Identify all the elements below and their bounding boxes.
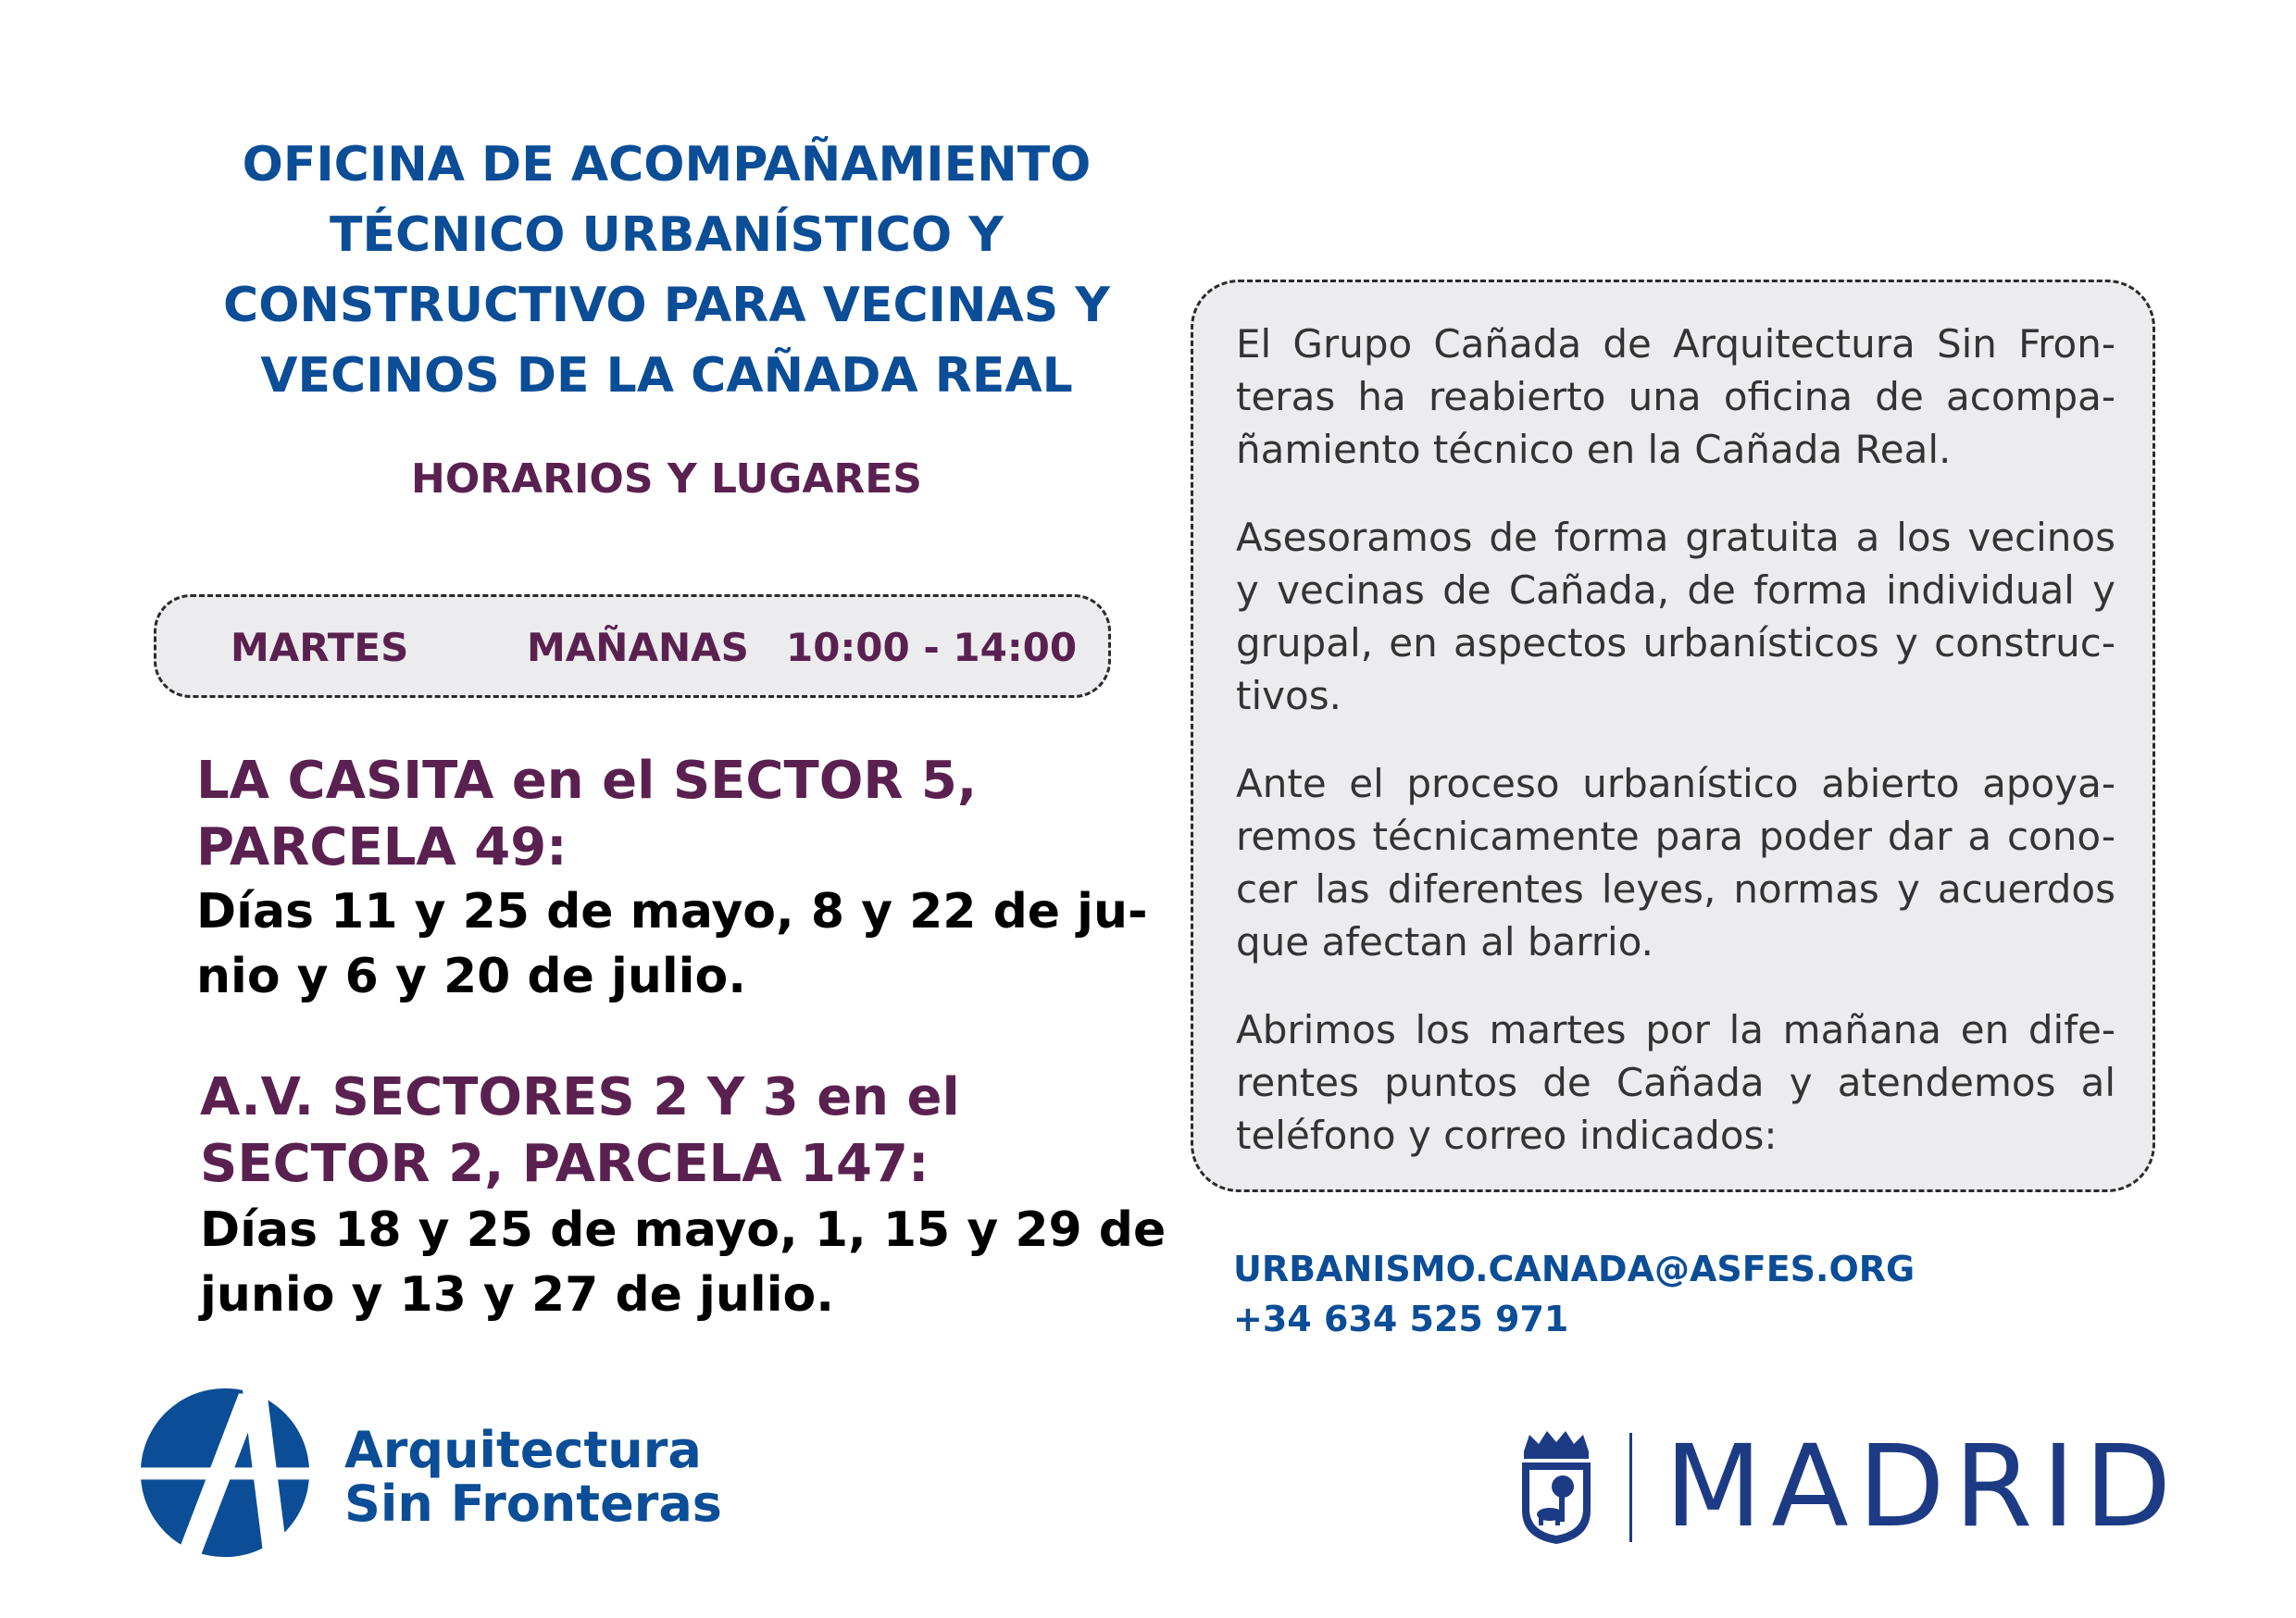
asf-logo-line: Arquitectura: [344, 1421, 702, 1479]
location-title-line: A.V. SECTORES 2 Y 3 en el: [200, 1067, 960, 1127]
location-dates-line: Días 11 y 25 de mayo, 8 y 22 de ju-: [196, 884, 1148, 940]
contact-block: [1233, 1244, 1915, 1344]
location-dates-line: Días 18 y 25 de mayo, 1, 15 y 29 de: [200, 1202, 1167, 1258]
contact-phone-link[interactable]: +34 634 525 971: [1233, 1299, 1569, 1339]
info-box: [1191, 280, 2155, 1192]
info-line: ñamiento técnico en la Cañada Real.: [1236, 427, 1952, 472]
schedule-period: MAÑANAS: [527, 625, 749, 670]
info-line: El Grupo Cañada de Arquitectura Sin Fron-: [1236, 321, 2115, 367]
info-paragraph: [1236, 511, 2115, 722]
contact-email-link[interactable]: URBANISMO.CANADA@ASFES.ORG: [1233, 1249, 1915, 1289]
location-title-line: PARCELA 49:: [196, 817, 568, 877]
schedule-day: MARTES: [231, 625, 409, 670]
info-line: teras ha reabierto una oficina de acompa-: [1236, 374, 2115, 419]
info-line: rentes puntos de Cañada y atendemos al: [1236, 1060, 2115, 1105]
location-dates: [200, 1198, 1166, 1327]
info-line: Asesoramos de forma gratuita a los vecinos: [1236, 515, 2115, 560]
info-line: teléfono y correo indicados:: [1236, 1113, 1778, 1158]
location-dates-line: nio y 6 y 20 de julio.: [196, 949, 746, 1004]
info-paragraph: [1236, 317, 2115, 476]
info-line: tivos.: [1236, 673, 1341, 718]
title-line: TÉCNICO URBANÍSTICO Y: [330, 207, 1004, 263]
page-subtitle: HORARIOS Y LUGARES: [411, 455, 922, 503]
info-paragraph: [1236, 757, 2115, 968]
info-line: Ante el proceso urbanístico abierto apoya-: [1236, 761, 2115, 806]
madrid-logo-text: MADRID: [1665, 1421, 2181, 1552]
title-line: VECINOS DE LA CAÑADA REAL: [260, 348, 1073, 404]
info-line: cer las diferentes leyes, normas y acuerdos: [1236, 866, 2115, 912]
info-line: remos técnicamente para poder dar a cono-: [1236, 814, 2115, 859]
page-title: [167, 130, 1167, 411]
schedule-time: 10:00 - 14:00: [786, 625, 1078, 670]
title-line: CONSTRUCTIVO PARA VECINAS Y: [223, 278, 1110, 333]
info-line: Abrimos los martes por la mañana en dife-: [1236, 1007, 2115, 1052]
info-line: que afectan al barrio.: [1236, 919, 1654, 965]
madrid-shield-icon: [1515, 1425, 1598, 1546]
location-title-line: LA CASITA en el SECTOR 5,: [196, 751, 978, 811]
location-title-line: SECTOR 2, PARCELA 147:: [200, 1134, 930, 1194]
asf-logo-text: [344, 1421, 722, 1533]
location-title: [196, 748, 977, 881]
madrid-divider: [1629, 1433, 1632, 1542]
location-dates-line: junio y 13 y 27 de julio.: [200, 1267, 835, 1323]
title-line: OFICINA DE ACOMPAÑAMIENTO: [242, 137, 1092, 193]
info-paragraph: [1236, 1003, 2115, 1162]
location-dates: [196, 879, 1148, 1009]
asf-logo-icon: [139, 1387, 311, 1559]
schedule-box: [154, 594, 1111, 698]
info-line: y vecinas de Cañada, de forma individual y: [1236, 567, 2115, 613]
asf-logo-line: Sin Fronteras: [344, 1475, 722, 1533]
location-title: [200, 1064, 960, 1198]
info-line: grupal, en aspectos urbanísticos y construc-: [1236, 620, 2115, 666]
